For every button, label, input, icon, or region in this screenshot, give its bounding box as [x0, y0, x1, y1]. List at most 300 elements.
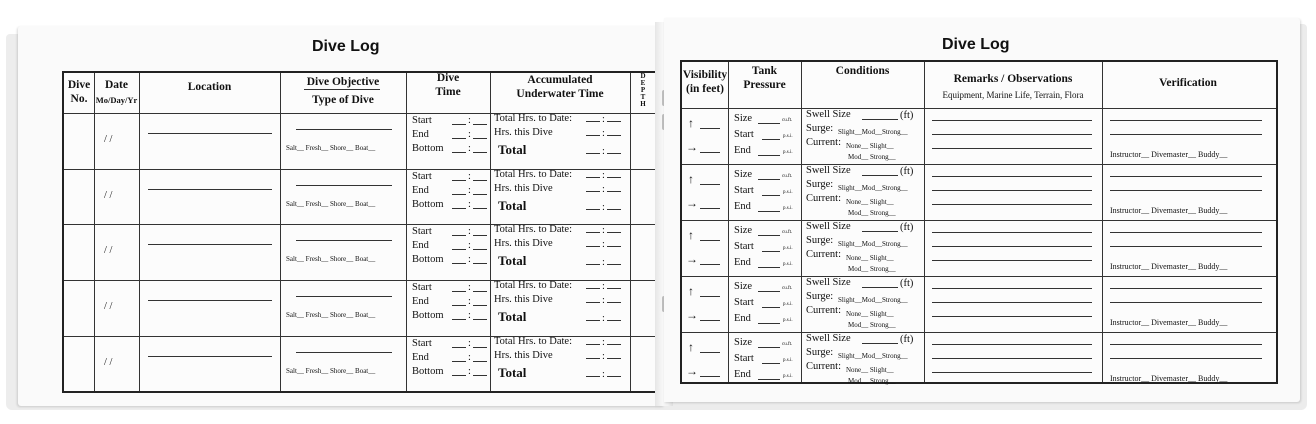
- header-remarks-sub: Equipment, Marine Life, Terrain, Flora: [942, 90, 1084, 100]
- water-types: Salt__ Fresh__ Shore__ Boat__: [286, 255, 376, 263]
- verify-line: [1110, 120, 1262, 121]
- time-blank: [473, 194, 487, 195]
- right-log-row: [682, 276, 1276, 332]
- time-blank: [452, 138, 466, 139]
- psi-label: p.s.i.: [783, 150, 793, 155]
- accum-colon: :: [602, 225, 605, 236]
- header-verification: Verification: [1159, 77, 1217, 89]
- time-blank: [452, 235, 466, 236]
- header-date: Date: [105, 79, 128, 91]
- objective-line: [296, 240, 392, 241]
- remarks-line: [932, 148, 1092, 149]
- tank-line: [758, 155, 780, 156]
- time-blank: [452, 375, 466, 376]
- water-types: Salt__ Fresh__ Shore__ Boat__: [286, 311, 376, 319]
- accum-blank: [586, 320, 600, 321]
- time-blank: [473, 347, 487, 348]
- time-blank: [473, 180, 487, 181]
- current-options-2: Mod__ Strong__: [848, 209, 896, 217]
- time-colon: :: [468, 282, 471, 293]
- header-location: Location: [187, 81, 232, 93]
- total-to-date-label: Total Hrs. to Date:: [494, 224, 572, 235]
- accum-blank: [607, 376, 621, 377]
- time-blank: [452, 194, 466, 195]
- verify-line: [1110, 288, 1262, 289]
- end-label: End: [412, 240, 429, 251]
- total-label: Total: [498, 365, 527, 380]
- objective-line: [296, 129, 392, 130]
- right-arrow-icon: →: [686, 252, 698, 266]
- tank-line: [758, 379, 780, 380]
- tank-line: [758, 235, 780, 236]
- accum-blank: [586, 121, 600, 122]
- water-types: Salt__ Fresh__ Shore__ Boat__: [286, 367, 376, 375]
- up-arrow-icon: ↑: [688, 284, 694, 298]
- time-blank: [473, 124, 487, 125]
- time-blank: [473, 235, 487, 236]
- time-colon: :: [468, 240, 471, 251]
- accum-blank: [586, 209, 600, 210]
- accum-blank: [607, 344, 621, 345]
- bottom-label: Bottom: [412, 310, 444, 321]
- tank-start-label: Start: [734, 297, 754, 308]
- header-depth: DEPTH: [640, 72, 646, 108]
- verify-line: [1110, 232, 1262, 233]
- accum-blank: [607, 232, 621, 233]
- surge-label: Surge:: [806, 291, 834, 302]
- time-colon: :: [468, 310, 471, 321]
- accum-colon: :: [602, 184, 605, 195]
- hrs-this-dive-label: Hrs. this Dive: [494, 183, 553, 194]
- accum-blank: [607, 121, 621, 122]
- left-log-row: [64, 169, 656, 225]
- time-blank: [452, 152, 466, 153]
- tank-end-label: End: [734, 201, 751, 212]
- current-options-2: Mod__ Strong__: [848, 265, 896, 273]
- accum-colon: :: [602, 369, 605, 380]
- vis-line: [700, 320, 720, 321]
- up-arrow-icon: ↑: [688, 340, 694, 354]
- surge-label: Surge:: [806, 123, 834, 134]
- start-label: Start: [412, 115, 432, 126]
- accum-colon: :: [602, 313, 605, 324]
- accum-colon: :: [602, 281, 605, 292]
- surge-options: Slight__Mod__Strong__: [838, 184, 908, 192]
- water-types: Salt__ Fresh__ Shore__ Boat__: [286, 200, 376, 208]
- tank-end-label: End: [734, 145, 751, 156]
- header-visibility: Visibility: [682, 69, 728, 81]
- accum-blank: [586, 177, 600, 178]
- total-label: Total: [498, 142, 527, 157]
- left-log-row: [64, 336, 656, 392]
- total-to-date-label: Total Hrs. to Date:: [494, 336, 572, 347]
- accum-blank: [607, 209, 621, 210]
- header-objective: Dive Objective: [306, 76, 380, 88]
- accum-blank: [607, 320, 621, 321]
- location-line: [148, 189, 272, 190]
- header-pressure: Pressure: [743, 79, 786, 91]
- time-colon: :: [468, 338, 471, 349]
- accum-blank: [607, 191, 621, 192]
- surge-options: Slight__Mod__Strong__: [838, 352, 908, 360]
- surge-options: Slight__Mod__Strong__: [838, 296, 908, 304]
- accum-colon: :: [602, 146, 605, 157]
- vis-line: [700, 240, 720, 241]
- swell-label: Swell Size: [806, 165, 851, 176]
- remarks-line: [932, 288, 1092, 289]
- size-label: Size: [734, 337, 753, 348]
- time-blank: [452, 347, 466, 348]
- tank-end-label: End: [734, 369, 751, 380]
- right-arrow-icon: →: [686, 196, 698, 210]
- hrs-this-dive-label: Hrs. this Dive: [494, 294, 553, 305]
- cuft-label: cu.ft.: [782, 230, 793, 235]
- surge-options: Slight__Mod__Strong__: [838, 240, 908, 248]
- swell-line: [862, 119, 898, 120]
- remarks-line: [932, 316, 1092, 317]
- tank-line: [758, 347, 780, 348]
- cuft-label: cu.ft.: [782, 118, 793, 123]
- verify-line: [1110, 134, 1262, 135]
- tank-line: [762, 363, 780, 364]
- time-colon: :: [468, 115, 471, 126]
- time-blank: [473, 375, 487, 376]
- tank-end-label: End: [734, 257, 751, 268]
- time-blank: [473, 291, 487, 292]
- ft-label: (ft): [900, 334, 914, 345]
- accum-blank: [586, 358, 600, 359]
- end-label: End: [412, 185, 429, 196]
- time-blank: [473, 152, 487, 153]
- ft-label: (ft): [900, 166, 914, 177]
- verify-line: [1110, 176, 1262, 177]
- current-label: Current:: [806, 249, 841, 260]
- remarks-line: [932, 358, 1092, 359]
- end-label: End: [412, 129, 429, 140]
- right-log-row: [682, 164, 1276, 220]
- time-blank: [473, 319, 487, 320]
- accum-blank: [586, 135, 600, 136]
- current-label: Current:: [806, 305, 841, 316]
- left-log-row: [64, 113, 656, 169]
- total-label: Total: [498, 309, 527, 324]
- current-options-2: Mod__ Strong__: [848, 321, 896, 329]
- tank-line: [758, 123, 780, 124]
- location-line: [148, 356, 272, 357]
- right-log-row: [682, 108, 1276, 164]
- size-label: Size: [734, 169, 753, 180]
- accum-colon: :: [602, 114, 605, 125]
- right-log-table: [680, 60, 1278, 384]
- location-line: [148, 244, 272, 245]
- vis-line: [700, 352, 720, 353]
- vis-line: [700, 296, 720, 297]
- remarks-line: [932, 134, 1092, 135]
- left-log-row: [64, 224, 656, 280]
- verification-roles: Instructor__ Divemaster__ Buddy__: [1110, 262, 1228, 271]
- accum-blank: [607, 153, 621, 154]
- time-blank: [473, 305, 487, 306]
- location-line: [148, 133, 272, 134]
- start-label: Start: [412, 171, 432, 182]
- start-label: Start: [412, 282, 432, 293]
- current-label: Current:: [806, 361, 841, 372]
- remarks-line: [932, 372, 1092, 373]
- end-label: End: [412, 352, 429, 363]
- accum-blank: [586, 191, 600, 192]
- accum-blank: [586, 232, 600, 233]
- right-page-title: Dive Log: [942, 36, 1010, 53]
- header-date-format: Mo/Day/Yr: [95, 95, 138, 105]
- verify-line: [1110, 246, 1262, 247]
- psi-label: p.s.i.: [783, 190, 793, 195]
- right-log-row: [682, 220, 1276, 276]
- vis-line: [700, 208, 720, 209]
- size-label: Size: [734, 113, 753, 124]
- time-colon: :: [468, 296, 471, 307]
- right-page: [664, 18, 1300, 402]
- left-log-row: [64, 280, 656, 336]
- header-remarks: Remarks / Observations: [953, 73, 1073, 85]
- total-label: Total: [498, 198, 527, 213]
- remarks-line: [932, 302, 1092, 303]
- psi-label: p.s.i.: [783, 206, 793, 211]
- up-arrow-icon: ↑: [688, 172, 694, 186]
- remarks-line: [932, 190, 1092, 191]
- verify-line: [1110, 344, 1262, 345]
- surge-label: Surge:: [806, 179, 834, 190]
- accum-colon: :: [602, 351, 605, 362]
- cuft-label: cu.ft.: [782, 286, 793, 291]
- verify-line: [1110, 302, 1262, 303]
- objective-line: [296, 185, 392, 186]
- time-colon: :: [468, 352, 471, 363]
- swell-line: [862, 343, 898, 344]
- left-page-title: Dive Log: [312, 38, 380, 55]
- start-label: Start: [412, 226, 432, 237]
- water-types: Salt__ Fresh__ Shore__ Boat__: [286, 144, 376, 152]
- total-to-date-label: Total Hrs. to Date:: [494, 280, 572, 291]
- remarks-line: [932, 176, 1092, 177]
- location-line: [148, 300, 272, 301]
- cuft-label: cu.ft.: [782, 174, 793, 179]
- time-blank: [473, 249, 487, 250]
- up-arrow-icon: ↑: [688, 228, 694, 242]
- psi-label: p.s.i.: [783, 374, 793, 379]
- bottom-label: Bottom: [412, 143, 444, 154]
- time-blank: [452, 319, 466, 320]
- verification-roles: Instructor__ Divemaster__ Buddy__: [1110, 206, 1228, 215]
- time-blank: [452, 249, 466, 250]
- time-blank: [452, 208, 466, 209]
- accum-blank: [607, 135, 621, 136]
- end-label: End: [412, 296, 429, 307]
- accum-blank: [607, 246, 621, 247]
- bottom-label: Bottom: [412, 254, 444, 265]
- tank-line: [762, 195, 780, 196]
- current-options-2: Mod__ Strong__: [848, 377, 896, 385]
- surge-label: Surge:: [806, 235, 834, 246]
- total-to-date-label: Total Hrs. to Date:: [494, 113, 572, 124]
- tank-line: [758, 323, 780, 324]
- left-log-table: [62, 71, 658, 393]
- vis-line: [700, 128, 720, 129]
- remarks-line: [932, 260, 1092, 261]
- verify-line: [1110, 190, 1262, 191]
- current-options-1: None__ Slight__: [846, 142, 894, 150]
- accum-blank: [586, 288, 600, 289]
- bottom-label: Bottom: [412, 199, 444, 210]
- swell-line: [862, 231, 898, 232]
- ft-label: (ft): [900, 222, 914, 233]
- tank-line: [762, 251, 780, 252]
- size-label: Size: [734, 225, 753, 236]
- header-visibility-unit: (in feet): [686, 83, 724, 95]
- swell-label: Swell Size: [806, 109, 851, 120]
- header-dive-no: Dive No.: [67, 79, 91, 105]
- right-arrow-icon: →: [686, 364, 698, 378]
- size-label: Size: [734, 281, 753, 292]
- time-colon: :: [468, 143, 471, 154]
- hrs-this-dive-label: Hrs. this Dive: [494, 238, 553, 249]
- swell-label: Swell Size: [806, 277, 851, 288]
- hrs-this-dive-label: Hrs. this Dive: [494, 127, 553, 138]
- start-label: Start: [412, 338, 432, 349]
- accum-blank: [586, 376, 600, 377]
- remarks-line: [932, 344, 1092, 345]
- remarks-line: [932, 246, 1092, 247]
- cuft-label: cu.ft.: [782, 342, 793, 347]
- remarks-line: [932, 232, 1092, 233]
- time-colon: :: [468, 226, 471, 237]
- accum-blank: [586, 344, 600, 345]
- accum-blank: [586, 246, 600, 247]
- current-label: Current:: [806, 137, 841, 148]
- surge-label: Surge:: [806, 347, 834, 358]
- tank-line: [762, 307, 780, 308]
- time-blank: [473, 208, 487, 209]
- time-blank: [452, 180, 466, 181]
- header-tank: Tank: [751, 65, 778, 77]
- tank-start-label: Start: [734, 129, 754, 140]
- vis-line: [700, 264, 720, 265]
- tank-line: [758, 211, 780, 212]
- date-slashes: / /: [104, 190, 113, 201]
- header-conditions: Conditions: [835, 65, 890, 77]
- verification-roles: Instructor__ Divemaster__ Buddy__: [1110, 150, 1228, 159]
- time-blank: [452, 263, 466, 264]
- date-slashes: / /: [104, 301, 113, 312]
- date-slashes: / /: [104, 134, 113, 145]
- tank-start-label: Start: [734, 185, 754, 196]
- time-blank: [452, 291, 466, 292]
- tank-line: [758, 291, 780, 292]
- accum-colon: :: [602, 239, 605, 250]
- time-colon: :: [468, 185, 471, 196]
- up-arrow-icon: ↑: [688, 116, 694, 130]
- swell-line: [862, 175, 898, 176]
- accum-blank: [607, 302, 621, 303]
- header-type: Type of Dive: [312, 94, 374, 106]
- hrs-this-dive-label: Hrs. this Dive: [494, 350, 553, 361]
- accum-blank: [607, 358, 621, 359]
- current-options-1: None__ Slight__: [846, 310, 894, 318]
- accum-colon: :: [602, 337, 605, 348]
- swell-line: [862, 287, 898, 288]
- accum-blank: [607, 288, 621, 289]
- vis-line: [700, 152, 720, 153]
- ft-label: (ft): [900, 110, 914, 121]
- tank-line: [758, 179, 780, 180]
- bottom-label: Bottom: [412, 366, 444, 377]
- tank-end-label: End: [734, 313, 751, 324]
- ft-label: (ft): [900, 278, 914, 289]
- tank-start-label: Start: [734, 353, 754, 364]
- psi-label: p.s.i.: [783, 318, 793, 323]
- time-blank: [452, 305, 466, 306]
- accum-blank: [586, 264, 600, 265]
- objective-line: [296, 296, 392, 297]
- psi-label: p.s.i.: [783, 134, 793, 139]
- vis-line: [700, 376, 720, 377]
- current-label: Current:: [806, 193, 841, 204]
- psi-label: p.s.i.: [783, 246, 793, 251]
- vis-line: [700, 184, 720, 185]
- total-to-date-label: Total Hrs. to Date:: [494, 169, 572, 180]
- time-blank: [473, 138, 487, 139]
- total-label: Total: [498, 253, 527, 268]
- time-blank: [452, 124, 466, 125]
- tank-start-label: Start: [734, 241, 754, 252]
- surge-options: Slight__Mod__Strong__: [838, 128, 908, 136]
- swell-label: Swell Size: [806, 221, 851, 232]
- accum-blank: [607, 177, 621, 178]
- swell-label: Swell Size: [806, 333, 851, 344]
- time-colon: :: [468, 129, 471, 140]
- accum-colon: :: [602, 170, 605, 181]
- time-blank: [452, 361, 466, 362]
- header-accumulated: Accumulated Underwater Time: [516, 74, 604, 100]
- current-options-1: None__ Slight__: [846, 366, 894, 374]
- current-options-2: Mod__ Strong__: [848, 153, 896, 161]
- psi-label: p.s.i.: [783, 358, 793, 363]
- tank-line: [762, 139, 780, 140]
- verification-roles: Instructor__ Divemaster__ Buddy__: [1110, 318, 1228, 327]
- time-colon: :: [468, 171, 471, 182]
- remarks-line: [932, 204, 1092, 205]
- remarks-line: [932, 120, 1092, 121]
- left-page: [18, 26, 664, 406]
- tank-line: [758, 267, 780, 268]
- time-blank: [473, 263, 487, 264]
- verify-line: [1110, 358, 1262, 359]
- time-colon: :: [468, 366, 471, 377]
- time-blank: [473, 361, 487, 362]
- verification-roles: Instructor__ Divemaster__ Buddy__: [1110, 374, 1228, 383]
- current-options-1: None__ Slight__: [846, 254, 894, 262]
- right-arrow-icon: →: [686, 308, 698, 322]
- right-arrow-icon: →: [686, 140, 698, 154]
- psi-label: p.s.i.: [783, 302, 793, 307]
- accum-colon: :: [602, 257, 605, 268]
- accum-blank: [586, 302, 600, 303]
- objective-line: [296, 352, 392, 353]
- header-dive-time: Dive Time: [435, 72, 461, 98]
- time-colon: :: [468, 254, 471, 265]
- psi-label: p.s.i.: [783, 262, 793, 267]
- accum-colon: :: [602, 202, 605, 213]
- date-slashes: / /: [104, 357, 113, 368]
